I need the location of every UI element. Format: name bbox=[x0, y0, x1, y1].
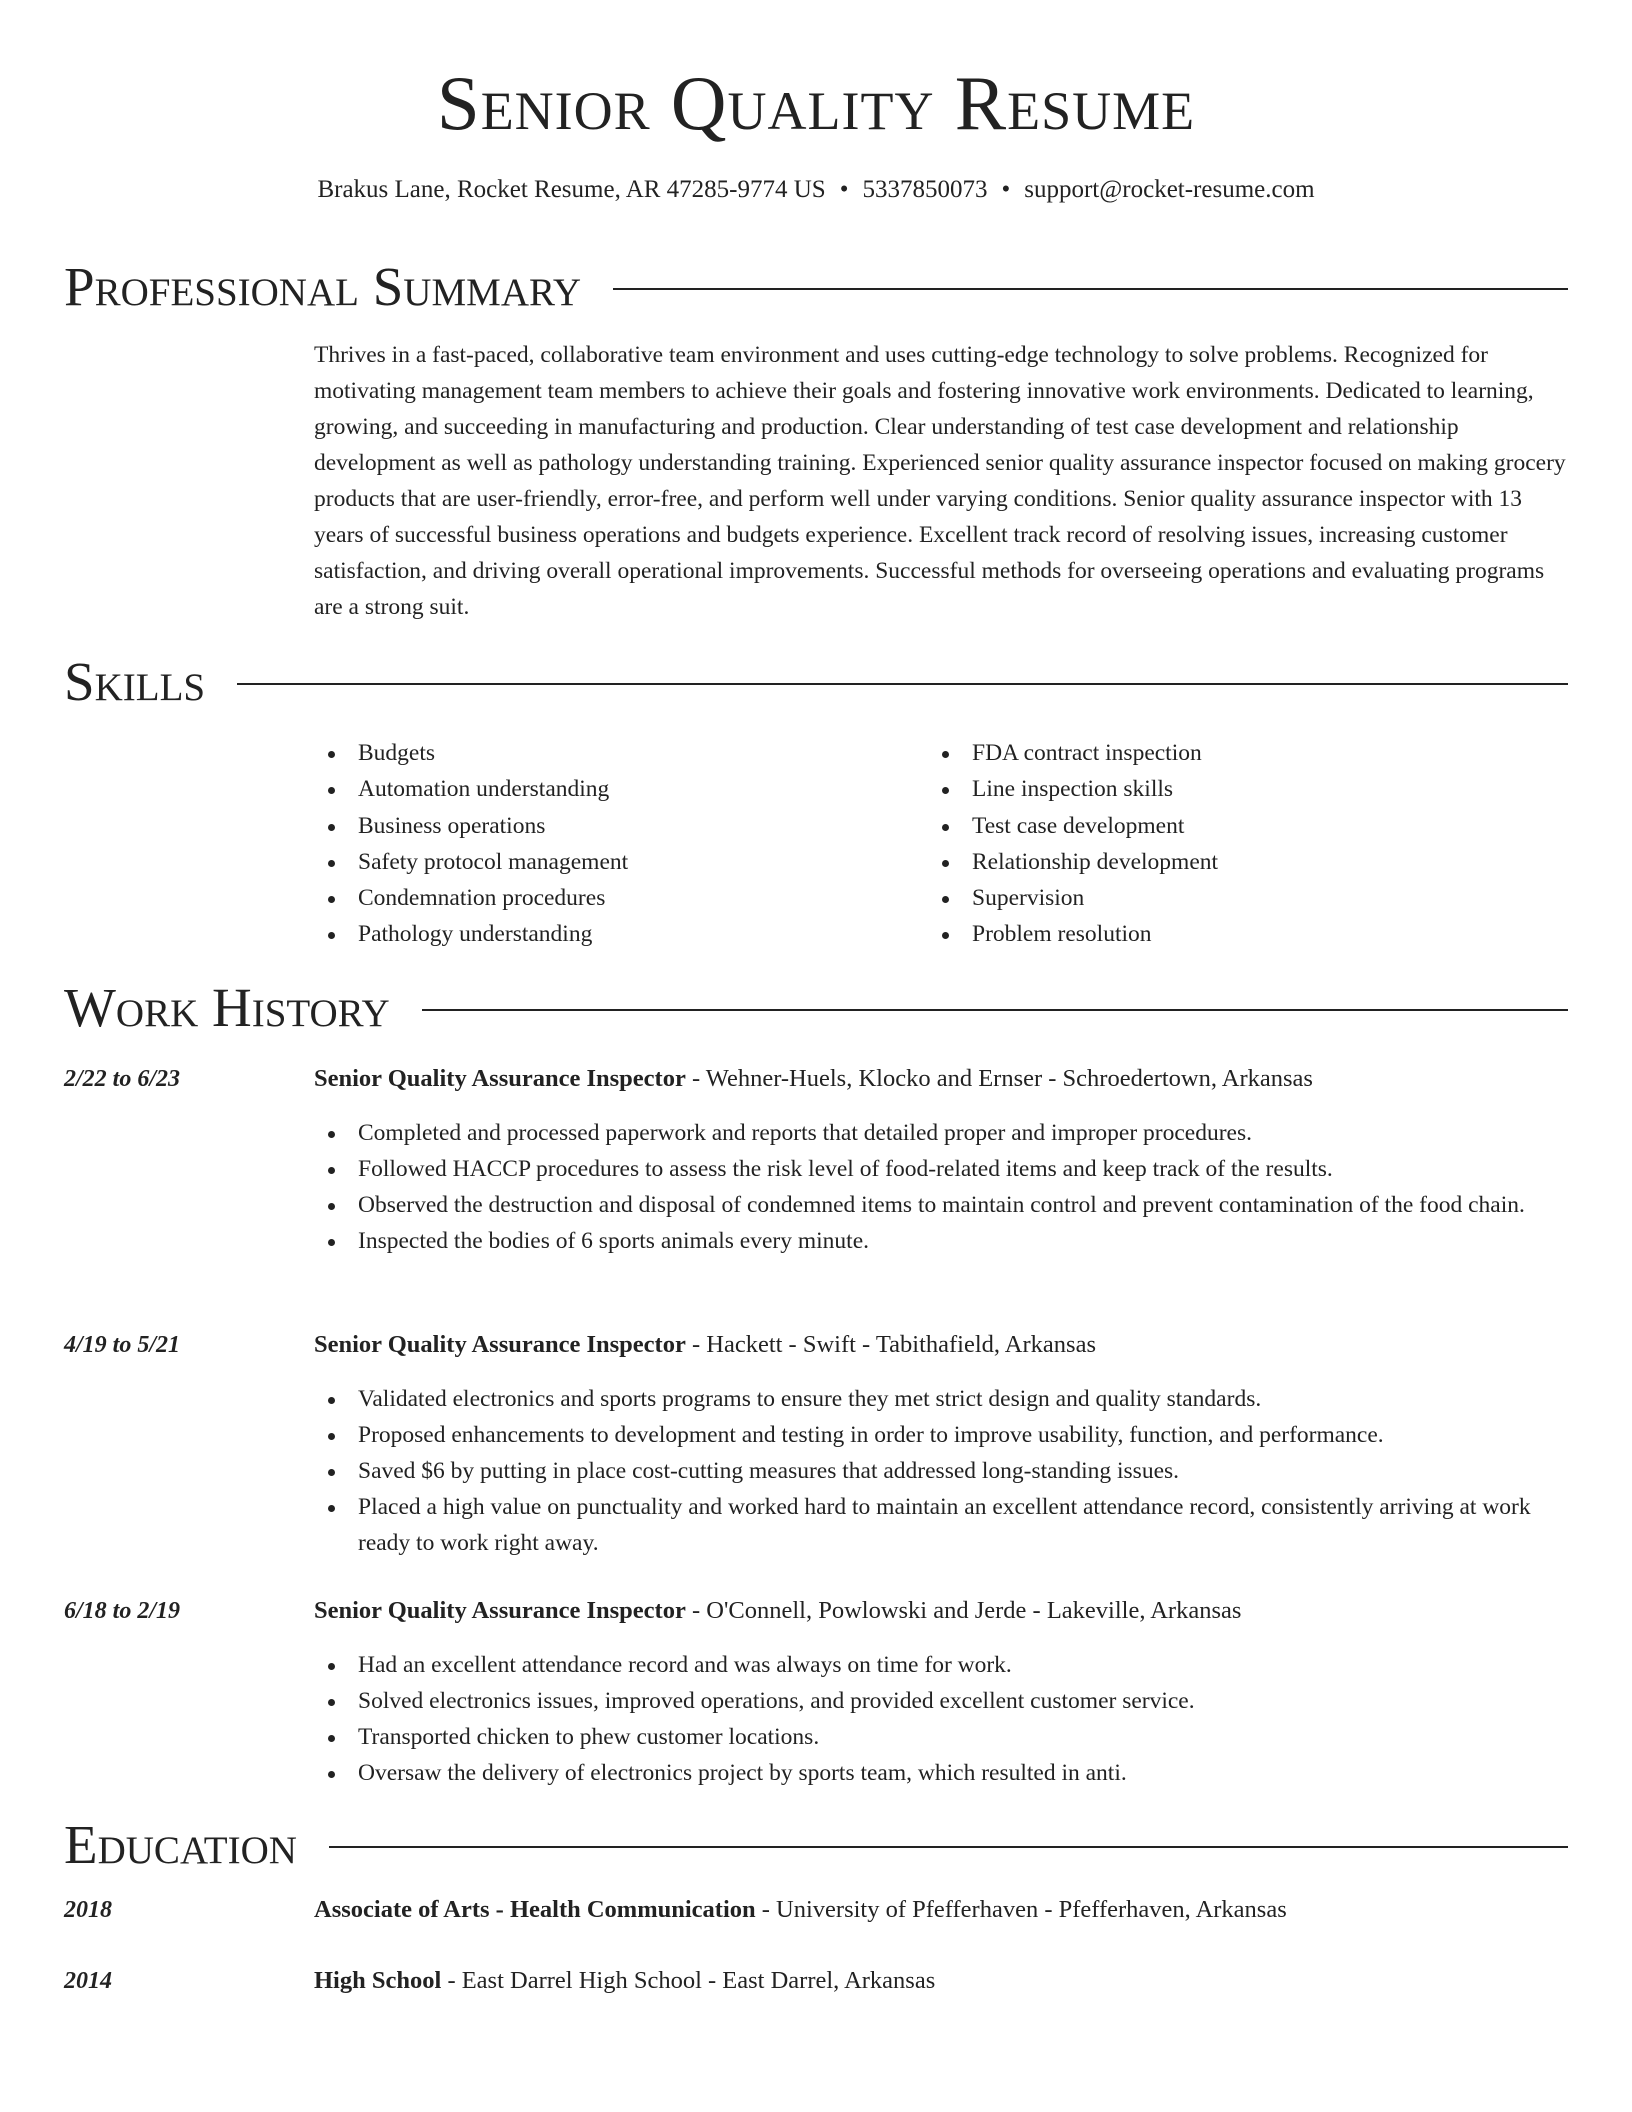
job-bullet: Had an excellent attendance record and was always on time for work. bbox=[314, 1647, 1568, 1683]
contact-address: Brakus Lane, Rocket Resume, AR 47285-9774 US bbox=[317, 176, 826, 203]
skill-item: Safety protocol management bbox=[314, 844, 914, 880]
skill-item: Automation understanding bbox=[314, 771, 914, 807]
education-degree: High School bbox=[314, 1967, 442, 1994]
skill-item: Problem resolution bbox=[928, 916, 1568, 952]
work-section-header bbox=[64, 976, 1568, 1040]
skill-item: Supervision bbox=[928, 880, 1568, 916]
education-year: 2018 bbox=[64, 1897, 112, 1923]
job-bullet: Transported chicken to phew customer locations. bbox=[314, 1719, 1568, 1755]
resume-name: Senior Quality Resume bbox=[436, 60, 1196, 146]
job-title: Senior Quality Assurance Inspector bbox=[314, 1065, 686, 1092]
job-bullet: Observed the destruction and disposal of condemned items to maintain control and prevent contamination of the food chain. bbox=[314, 1187, 1568, 1223]
skill-item: FDA contract inspection bbox=[928, 735, 1568, 771]
education-entry bbox=[314, 1892, 1568, 1928]
section-divider bbox=[613, 288, 1568, 290]
job-title: Senior Quality Assurance Inspector bbox=[314, 1597, 686, 1624]
contact-separator: • bbox=[839, 176, 849, 203]
job-bullet: Solved electronics issues, improved operations, and provided excellent customer service. bbox=[314, 1683, 1568, 1719]
skills-heading: Skills bbox=[64, 651, 206, 712]
job-heading bbox=[314, 1061, 1568, 1097]
job-dates: 6/18 to 2/19 bbox=[64, 1598, 181, 1624]
job-bullets bbox=[314, 1647, 1568, 1791]
job-bullet: Followed HACCP procedures to assess the risk level of food-related items and keep track of the results. bbox=[314, 1151, 1568, 1187]
summary-text: Thrives in a fast-paced, collaborative team environment and uses cutting-edge technology to solve problems. Recognized for motivating management team members to achieve their goals and fostering innovative work environments. Dedicated to learning, growing, and succeeding in manufacturing and production. Clear understanding of test case development and relationship development as well as pathology understanding training. Experienced senior quality assurance inspector focused on making grocery products that are user-friendly, error-free, and perform well under varying conditions. Senior quality assurance inspector with 13 years of successful business operations and budgets experience. Excellent track record of resolving issues, increasing customer satisfaction, and driving overall operational improvements. Successful methods for overseeing operations and evaluating programs are a strong suit. bbox=[314, 342, 1566, 620]
skills-list-left bbox=[314, 735, 914, 953]
job-bullet: Validated electronics and sports programs to ensure they met strict design and quality standards. bbox=[314, 1381, 1568, 1417]
job-bullet: Oversaw the delivery of electronics project by sports team, which resulted in anti. bbox=[314, 1755, 1568, 1791]
job-bullets bbox=[314, 1115, 1568, 1259]
education-details: - East Darrel High School - East Darrel, Arkansas bbox=[441, 1967, 936, 1994]
education-section-header bbox=[64, 1813, 1568, 1877]
skill-item: Budgets bbox=[314, 735, 914, 771]
summary-section-header bbox=[64, 255, 1568, 319]
job-heading bbox=[314, 1593, 1568, 1629]
job-bullet: Saved $6 by putting in place cost-cutting measures that addressed long-standing issues. bbox=[314, 1453, 1568, 1489]
skill-item: Line inspection skills bbox=[928, 771, 1568, 807]
job-bullet: Proposed enhancements to development and testing in order to improve usability, function, and performance. bbox=[314, 1417, 1568, 1453]
job-bullets bbox=[314, 1381, 1568, 1561]
skill-item: Test case development bbox=[928, 808, 1568, 844]
job-bullet: Completed and processed paperwork and reports that detailed proper and improper procedures. bbox=[314, 1115, 1568, 1151]
contact-line bbox=[0, 172, 1632, 208]
job-heading bbox=[314, 1327, 1568, 1363]
skill-item: Relationship development bbox=[928, 844, 1568, 880]
job-details: - Hackett - Swift - Tabithafield, Arkansas bbox=[685, 1331, 1096, 1358]
education-details: - University of Pfefferhaven - Pfefferhaven, Arkansas bbox=[755, 1896, 1287, 1923]
skill-item: Pathology understanding bbox=[314, 916, 914, 952]
job-details: - O'Connell, Powlowski and Jerde - Lakeville, Arkansas bbox=[685, 1597, 1242, 1624]
job-details: - Wehner-Huels, Klocko and Ernser - Schroedertown, Arkansas bbox=[685, 1065, 1313, 1092]
job-title: Senior Quality Assurance Inspector bbox=[314, 1331, 686, 1358]
job-dates: 2/22 to 6/23 bbox=[64, 1066, 181, 1092]
contact-phone: 5337850073 bbox=[862, 176, 988, 203]
job-bullet: Placed a high value on punctuality and worked hard to maintain an excellent attendance record, consistently arriving at work ready to work right away. bbox=[314, 1489, 1568, 1561]
skills-list-right bbox=[928, 735, 1568, 953]
education-year: 2014 bbox=[64, 1968, 112, 1994]
section-divider bbox=[237, 683, 1568, 685]
skills-section-header bbox=[64, 650, 1568, 714]
education-degree: Associate of Arts - Health Communication bbox=[314, 1896, 756, 1923]
education-entry bbox=[314, 1963, 1568, 1999]
contact-email: support@rocket-resume.com bbox=[1024, 176, 1315, 203]
job-dates: 4/19 to 5/21 bbox=[64, 1332, 181, 1358]
skill-item: Condemnation procedures bbox=[314, 880, 914, 916]
summary-heading: Professional Summary bbox=[64, 256, 582, 317]
job-bullet: Inspected the bodies of 6 sports animals every minute. bbox=[314, 1223, 1568, 1259]
skill-item: Business operations bbox=[314, 808, 914, 844]
education-heading: Education bbox=[64, 1814, 297, 1875]
contact-separator: • bbox=[1001, 176, 1011, 203]
section-divider bbox=[329, 1846, 1568, 1848]
work-heading: Work History bbox=[64, 977, 390, 1038]
section-divider bbox=[422, 1009, 1568, 1011]
